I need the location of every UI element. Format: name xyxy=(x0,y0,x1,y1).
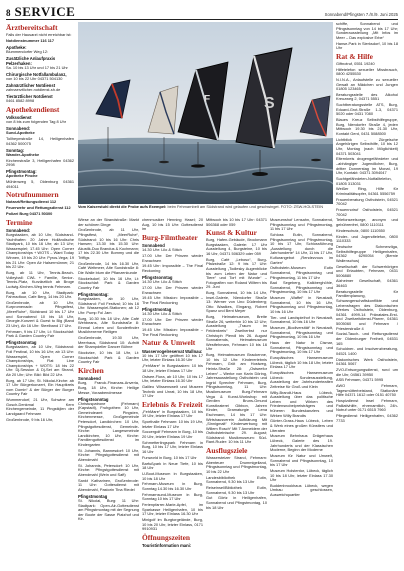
text-entry: 19.45 Uhr: Mission: Impossible – The Final Reckoning xyxy=(142,327,203,337)
text-entry: Burgstaaken, ab 10 Uhr, Südstrand-Yachthafen: 20 Jahre Holländische Stadtpark, 10 bis 16 Uhr; ab 13 Uhr; Wasserspiel; 17.45 Uhr: Open Corner Championships + WOTS – Want Today Winnen, 19 bis 20 Uhr: Pyros-Vega; 19 bis 21 Uhr: Open Air Halsermünner, 21 bis 22 Uhr. xyxy=(6,232,74,270)
text-entry: Falls der Hausarzt nicht erreichbar ist: xyxy=(6,32,72,37)
kite-photo-image xyxy=(78,22,333,204)
text-entry: Stockvize, 10 bis 18 Uhr, Lt: Stockschlaf: Park & Garden Country Fair xyxy=(78,350,139,365)
text-entry: ASB Fehmarn, 04371 5995 xyxy=(336,377,384,383)
caption-text: beim Fehmarnbelt am Südstrand wird gelaufen und geschwinget. FOTO: ZSW-HOLSTEIN xyxy=(167,204,324,209)
text-entry: Beratungsstelle des Alkohol Kreuzweg 2, 04371 5551 xyxy=(336,91,398,102)
text-entry: 17.00 Uhr: Der Prinzen wieder Erwachsen xyxy=(142,253,203,263)
page-header xyxy=(6,4,398,18)
text-entry: Hilfetelefon sexueller Missbrauch, 0800 4255530 xyxy=(336,66,398,77)
header-rule xyxy=(6,19,398,20)
text-entry: Europäisches Hansemuseum Lübeck, täglich 10 bis 18 Uhr, letzter Einlass 17 Uhr xyxy=(270,355,333,370)
text-entry: Feuerwehr und Rettungsdienst 112 xyxy=(6,205,71,211)
section-heading: Erlebnis & Freizeit xyxy=(142,399,203,409)
text-entry: Wiese an der Strandstraße: Markt der schönen Dinge xyxy=(78,218,139,227)
text-entry: Ostholstein-Museum Eutin Sonnabend, Pfingstsonntag und Pfingstmontag, 11 bis 17 Uhr xyxy=(270,265,333,280)
text-entry: Mühlenweg 5, Oldenburg 04361 494011 xyxy=(6,179,74,189)
text-entry: Burg, Hafen-Gebäude, Brockmann Burgstaaken, Galerie: 17 Uhr Ausstellung 4, Burgsteine, 10 bis 16 Uhr, 04371 506329 oder 059 xyxy=(206,237,267,256)
subheading: Pfingstsonntag xyxy=(142,275,173,281)
text-entry: Polizei Burg 04371 50300 xyxy=(6,210,53,216)
text-entry: Europäisches Hansemuseum Lübeck: Sonderausstellung, Ausstellung der Jahrhundertealten Zeitreise für Groß und Klein xyxy=(270,370,333,389)
text-entry: von 10 bis 22 Uhr 04371 504130 xyxy=(6,76,63,82)
subheading: Zusätzliche Anlaufpraxis Pelzerhaken: xyxy=(6,55,56,66)
text-entry: Apotheke Pinche xyxy=(6,173,38,179)
text-entry: Diakonisches Werk Ostholstein, 04361 5067 xyxy=(336,356,398,367)
text-entry: Alzheimer Gesellschaft, 04361 36463 xyxy=(336,278,398,289)
text-entry: Suchtberatungsstelle ATS, Burg, Eduard-Grot-Straße 1-3, 04371 5020 oder 0431 7080 xyxy=(336,102,398,117)
section-heading: Kunst & Kultur xyxy=(206,228,257,238)
text-entry: 17.00 Uhr: Der Prinzen wieder Erwachsen xyxy=(142,316,203,327)
subheading: Sonnabend: xyxy=(6,126,31,132)
subheading: Chirurgische Notfallambulanz, xyxy=(6,72,67,78)
text-entry: St. Nikolai, Burg: 11 Uhr: Stadtpark: Open-Air-Gottesdienst am Pfingstmontag mit der Segnung der Boote der Sasse Platzhof und Kir- xyxy=(78,497,139,522)
text-entry: Museum Holstentor, Lübeck, täglich 10 bis 18 Uhr, letzter Einlass 17.30 Uhr xyxy=(270,467,333,483)
text-entry: Funworld in Burg, 10 bis 17 Uhr xyxy=(142,454,197,460)
text-entry: Blummendorfer Weg 12: xyxy=(6,48,49,54)
text-entry: Wummendorf, 21 Uhr, Schwine am Gosch-Denkmal Kern Kirchengemeinde, 11 Pingstkjlen der Landgaard Fehmarn xyxy=(6,397,74,416)
text-entry: Großenbrode, 19.30 Uhr, Meerhaus, Südstrand 10: Aufnitt der Shampdeller Dancer Bühne xyxy=(78,335,139,350)
text-entry: von 8 bis zum folgenden Tag 8 Uhr xyxy=(6,119,67,125)
text-entry: Schuldner- und Insolvenzberatung, 04521 1400 xyxy=(336,346,398,356)
subheading: Zahnärztlicher Notdienst xyxy=(6,83,56,89)
subheading: Sonnabend xyxy=(142,243,165,249)
subheading: Tierärztlicher Notdienst xyxy=(6,94,53,100)
text-entry: Museum „Waffel“ in Neustadt, Sonnabend, 10 bis 16 Uhr, Pfingstsonntag und Pfingstmontag, 10 bis 16 Uhr xyxy=(270,295,333,315)
section-heading: Ausflugsziele xyxy=(206,446,248,456)
section-heading: Notrufnummern xyxy=(6,190,59,200)
text-entry: Sa. 10 bis 13 Uhr und 17 bis 21 Uhr xyxy=(6,64,68,70)
text-entry: Frauennotruf Ostholstein, 04521 70042 xyxy=(336,207,398,217)
text-entry: ZVO-Entsorgungsdienst, rund um die Uhr, 04561 39950 xyxy=(336,367,398,377)
text-entry: Soccergolf Fehmarn in Burg, 10 bis 20 Uhr, letzter Einlass 19 Uhr xyxy=(142,429,203,440)
subheading: Pfingstmontag: xyxy=(78,291,109,297)
text-entry: Burg, 10.30 bis 18 Uhr, Alte Café Wehbeans, Alte Sundstraße 8: Einmal Leben und Sonderfinder Musikhexeme Reiligen xyxy=(78,315,139,335)
text-entry: 17.00 Uhr: Der Prinzen wieder Erwachsen xyxy=(142,284,203,295)
subheading: Sonnabend xyxy=(78,376,101,382)
subheading: Sonnabend: xyxy=(6,228,31,233)
subheading: Touristinformation mani: xyxy=(142,543,192,549)
text-entry: chenmusiker Henning Hasel; 20 Aug, 10 bis 15 Uhr: Gottesdienst im xyxy=(142,218,203,232)
text-entry: Burgstaaken, ab 10 Uhr, Südstrand: Foil Festival; 10 bis 16 Uhr: Wasserspiel-Stationen; ab 12 Uhr: Pump Fol Jam xyxy=(78,295,139,315)
text-entry: Museum „Biodiversität“ in Neustadt, Sonnabend, Pfingstsonntag und Pfingstmontag, 10 bis 16 Uhr xyxy=(270,325,333,340)
text-entry: Museum Behnhaus Drägerhaus Lübeck, Galerie des 19. Jahrhunderts und der Klassischen Moderne, Beginn der Moderne xyxy=(270,433,333,453)
photo-caption xyxy=(78,205,333,210)
text-entry: Barfußpark in Neue Tiefe, 10 bis 18 Uhr xyxy=(142,460,203,471)
text-entry: Wander-Apotheke xyxy=(6,151,40,157)
text-entry: Blaues Kreuz Selbsthilfegruppe, Burg, Niendorfer Straße 4, jeden Mittwoch 19.30 bis 21.30 Uhr, Kontakt Gerd, 0431 5088500 xyxy=(336,117,398,136)
text-entry: Notarzt/Rettungsdienst 112 xyxy=(6,199,57,205)
text-entry: Sund-Apotheke xyxy=(6,130,35,136)
column-mid-4 xyxy=(270,218,333,566)
subheading: Apotheke: xyxy=(6,44,27,50)
text-entry: 14.30 Uhr: Lilo & Stitch xyxy=(142,279,182,285)
text-entry: „FehMare“ in Burgstaaken, 10 bis 19 Uhr, letzter Einlass 17 Uhr xyxy=(142,408,203,419)
section-title: SERVICE xyxy=(14,4,76,19)
section-heading: Kirchen xyxy=(78,365,104,375)
text-entry: Weißer Ring, Hilfe für Kriminalitätsopfer, 04361 5556759 xyxy=(336,186,398,196)
column-mid-3 xyxy=(206,218,267,566)
text-entry: Hospizdienst Insel Fehmarn, Palliativhilfe, ehrenamtlich, 24h-Notruf unter 0171 6515 7960 xyxy=(336,398,398,413)
subheading: Pfingstsonntag xyxy=(78,396,109,402)
text-entry: Sankt Katharinen, Großenbrode: 11 Uhr: Gottesdienst mit Abendmahl, Pastorin Tina Riedel xyxy=(78,477,139,492)
text-entry: St. Johannis, Petersdorf: 10 Uhr, Kirche: Pfingstgottesdienst mit Abendmahl (Wein und Saft) xyxy=(78,462,139,477)
text-entry: Deutsche Schmerzliga, Selbsthilfegruppe Heiligenhafen, 04362 6290054 (Bernie Wallenschus) xyxy=(336,243,398,263)
text-entry: Elternkreis drogengefährdeter und –abhängiger Jugendlicher, Burg, dritter Donnerstag im Monat, 19 Uhr, Kontakt: 04371 3094047 xyxy=(336,156,398,176)
text-entry: U-Boot-Museum in Burgstaaken, 10 bis 18 Uhr xyxy=(142,470,203,481)
publication-date: Sonnabend/Pfingsten 7./8./9. Juni 2025 xyxy=(324,12,398,17)
text-entry: Großenbrode, ab 10 Uhr, Kurpromenade: Pfingstfest, „MeerRuhe“, Südstrand 10 bis 17 Uhr und Sonnabend 10 bis 18 Uhr, Georgie-Konzert & Guest to Big (Band 23 Uhr), Ab 16 Uhr: Steelband 17 Uhr. xyxy=(6,299,74,328)
text-entry: Mittwoch bis 10 bis 17 Uhr: 04371 506368 oder 059 xyxy=(206,218,267,227)
text-entry: Günter-Grass-Haus Lübeck, Leben & Werk eines großen Künstlers und Literaten xyxy=(270,418,333,433)
text-entry: Bad Segeberg, Kalkberghöhle, Sonnabend, Pfingstsonntag und Pfingstmontag, 10 bis 17 Uhr xyxy=(270,280,333,295)
text-entry: Suchtgefährdeten-Notfalltelefon, 01805 313031 xyxy=(336,175,392,186)
text-entry: Buddenbrookhaus Lübeck, wegen Umbau geschlossen, Ausweichquartier xyxy=(270,482,333,498)
text-entry: Telefonseelsorge, anonym und gebührenfrei, 0800 1110111 xyxy=(336,217,398,227)
kite-photo xyxy=(78,22,333,204)
text-entry: Burg, Café „Leboso“, Burg-Pfalzstraße 12: 9 bis 17 Uhr: Ausstellung „Todlesky Augenblicke bis zum Leben der Natur und Tiere“ und Torf mit Wunde“ – Fotografien von Roland Wiltern bis 29. Juni xyxy=(206,256,267,290)
text-entry: 14.30 Uhr: Lilo & Stitch xyxy=(142,247,182,253)
text-entry: St. Johannis, Bannesdorf: 10 Uhr, Kirche: Pfingstgottesdienst mit Abendmahl xyxy=(78,447,139,462)
text-entry: Willy-Brandt-Haus Lübeck, Ausstellung über das politische Leben und Wirken des Friedensnobelpreisträgers und früheren Bundeskanzlers und Wirken Willy Brandts xyxy=(270,389,333,418)
text-entry: Minigolf im Burgtorgelände, Burg, 10 bis 20 Uhr, letzter Einlass, 0171 9910931 xyxy=(142,517,203,532)
subheading: Wasservogelreservat Wallnau: xyxy=(142,348,203,354)
text-entry: Burg, ab 17 Uhr, St. Nikolai-Kirche: ab 17 Uhr Bürgerkonzert, Ein Hauptkreis vom Domin“ & der Bürger der Burger Country Fair xyxy=(6,377,74,397)
text-entry: Ostsee-Flora, ab 10 Uhr, 10 bis 17 Uhr, letzter Einlass 16.30 Uhr xyxy=(142,373,203,384)
text-entry: Großenbrode, 14 bis 16.30 Uhr, Café Weltmeer, Alte Sundstraße 8: Die Walle blum die Pflanzenkunde xyxy=(78,260,139,275)
text-entry: 19.45 Uhr: Impossible – The Final Reckoning xyxy=(142,263,203,274)
text-entry: Wassersteizer Strand, Fehmarn: Abenteuer Drummigelland, Pfingstsonntag und Pfingstmontag, 10 bis 22 Uhr xyxy=(206,455,267,474)
text-entry: Burg, Sonnabend, 10 bis 14 Uhr, Insel-Galerie, Niendorfer Straße 13: Werner von Uno Düdenberg; Otto Waalkes, Eingang, Robert Spanz und Bent Meyer xyxy=(206,290,267,314)
text-entry: Kinderschutz, 0800 1110550 xyxy=(336,227,385,233)
text-entry: schiffe, Sonnabend und Pfingstsonntag von 14 bis 17 Uhr; Sonderausstellung „Mit Infos im Meer – Das explosive Erbe“ xyxy=(336,22,398,40)
text-entry: Sporthalle Fehmarn: 10 bis 19 Uhr, letzter Einlass 17 Uhr xyxy=(142,419,203,429)
text-entry: Beratungsstelle für Familienplanung, Schwangerschaftskonflikte und Lebensfragen des Diakonischen Werkes Ostholstein, Oldenburg, 04361 4999-14 Pränatales-Erst- und Zweitzeitdienst-Pfarrer, 04361 5005060 und Fehmarn / Priesterstraße 4 xyxy=(336,288,398,331)
text-entry: Burg, Franck-Finanzas-Anveria, Burg, 18 Uhr, Kirche: Heilige Messe, Voraabendmesse xyxy=(78,380,139,395)
text-entry: Fehmarn-Museum in Burg, Sonntag 14.30 bis 16.30 Uhr xyxy=(142,481,203,491)
text-entry: 19.45 Uhr: Mission: Impossible – The Final Reckoning xyxy=(142,295,203,305)
text-entry: 14.30 Uhr: Lilo & Stitch xyxy=(142,310,182,316)
section-heading: Öffnungszeiten xyxy=(142,532,191,542)
text-entry: Pflegedienst Heiligenhafen, 04362 7733 xyxy=(336,413,398,423)
caption-bold: Vom Kaiserstuhl direkt die Probe aufs Exempel: xyxy=(78,204,167,209)
text-entry: „FehMare“ in Burgstaaken: 10 bis 18 Uhr, letzter Einlass 17 Uhr xyxy=(142,363,203,373)
text-entry: Schloss Eutin, Sonnabend, Pfingstsonntag und Pfingstmontag, 10 bis 17 Uhr, Schlossführung „Ausstellung durch die Jahrhunderte“ 14 Uhr, 11 bis 17 Uhr, Kulturangebot „Rendezvous im Garten“ xyxy=(270,231,333,265)
text-entry: Burgstaaken, ab 10 Uhr, Südstrand: Foil Festival, 10 bis 16 Uhr; ab 13 Uhr: Wasserspiel, Open Corner Championships, Flat Line Championships + WOTS: 18 bis 22 Uhr: Dj-Session & Dj-Set am Strand, Ab 20 Uhr; Uhr: Bild: Bild 22 Uhr. xyxy=(6,344,74,377)
text-entry: Museumshof Lensahn, Sonnabend, Pfingstsonntag und Pfingstmontag, 11 bis 17 Uhr xyxy=(270,218,333,232)
text-entry: Fehmarnsund-Museum in Burg, Sonntag 10 bis 17 Uhr xyxy=(142,491,203,502)
text-entry: 10 bis 17 Uhr geöffnet 10 bis 17 Uhr, letzter Einlass 16.30 Uhr xyxy=(142,352,203,363)
subheading: Sonntag: xyxy=(6,147,25,153)
text-entry: zahnaerztlicher-notdienst-sh.de xyxy=(6,87,61,93)
column-right xyxy=(336,22,398,566)
text-entry: Burg, Heimatmuseum, Breite Straße 26, weiterhin 10 bis 12 Uhr; Ausstellung „Traum im Feldenkreis“ Zweiherbst nur Christoph Plendl bis 26. August Sonnabends, Heimatmuseum Westfehmarn, Fehmarn 10 bis 16 Uhr xyxy=(206,314,267,352)
section-heading: Ärztbereitschaft xyxy=(6,23,58,32)
text-entry: Gesellschaft der Schwerhörigen und Ertaubten, Fehmarn, 0431 5006880 xyxy=(336,263,398,278)
text-entry: Frauenberatung Ostholstein, 04521 70042 xyxy=(336,196,398,207)
text-entry: Haus der Natur in Cismar, Sonnabend, Pfingstsonntag und Pfingstmontag, 10 bis 17 Uhr xyxy=(270,340,333,355)
text-entry: N.I.N.A., Anlaufstelle zu sexueller Gewalt an Mädchen und Jungen 01805 123465 xyxy=(336,76,398,92)
text-entry: Landesbibliothek Eutin, Sonnabend, 9.30 bis 13 Uhr xyxy=(206,474,267,485)
column-left xyxy=(6,22,74,566)
text-entry: Burg, ab 10 Uhr, Stadtpark: Fahrradtour, Cafe Berg, 14 bis 20 Uhr. xyxy=(6,289,74,300)
text-entry: Großenbrode, ab 11 Uhr, Pfingstfest, „MeerRuhe“, Südstrand: 10 bis 16 Uhr: Chris Hansen; 13.30 bis 15.30 Uhr: Akustik-Duo Brandus & Kochmann; 17 bis 22.30 Uhr: Bommy und die Triffigs xyxy=(78,227,139,260)
subheading: Pfingstmontag: xyxy=(6,169,37,175)
subheading: Volkssdienst xyxy=(6,115,32,121)
text-entry: AWO Fehmarn, Tagesmütterbeistand, Stationäre Hilfe 04371 1612 oder 0151 40750 xyxy=(336,383,398,398)
text-entry: Kinder- und Jugendtelefon, 0800 1110333 xyxy=(336,233,398,244)
text-entry: Schmetterlingspark Fehmarn in Burg, 10 bis 17 Uhr, letzter Einlass 16 Uhr xyxy=(142,439,203,455)
section-heading: Termine xyxy=(6,217,33,227)
text-entry: Hanse-Park in Sierksdorf, 10 bis 18 Uhr xyxy=(336,40,398,51)
subheading: Pfingstmontag xyxy=(78,493,108,499)
text-entry: Christuspatrone (Fehmarn) (Kapstadt), Fruhgothen: 10 Uhr, Gemeindeamt Pingsten, Kirchenmesse, Großgemeinde Petersdorf, Landkirchen: 10 Uhr, Pfingstgottesdienst, Gemeinde-Kirche: Langewmeinde Landkirchen, 10 Uhr, Kirche: Familiengottesdienst im Kindergarten xyxy=(78,400,139,447)
subheading: Pfingstsonntag xyxy=(6,340,37,346)
text-entry: Reiseinsel/Bibliothek Eutin, Sonnabend, 9.30 bis 13 Uhr xyxy=(206,485,267,495)
text-entry: Galileo Wissenswelt und Museen Technik und Unrat, 10 bis 18 Uhr, 17 Uhr xyxy=(142,383,203,399)
text-entry: Burg, Heimatmuseum Brackenne, 10 bis 12 Uhr: Kindererlebnis Fehmarn, Gröt am Hostweg, Heintz-Straße 28: „Ostseefor Leben“ – Werke von Karin Döring, Jahresausstellung Ostholstein und Ingrid Sprecher Fehmarn, Burg, Pfingstsonntag, 11 Uhr: Musikmuseum Burg-Fehmarn Vega & Kunst-Workshop mit Gerdien Bruns-Gmund Kunstkraterei Gibbon, Jahren Kinder, Dramaturgie Lena Eschmann, 14 bis 17 Uhr: Wirtshausverein Aufklärung Mit „Sinnigmalt“ Kinderwerbung mit Willem Rosch“ Mit 7 Anmeldern der Ostholsteinische 29. August; Südstrand: Musikmuseum: Süd-Rant-Ruder: 10 bis 11 Uhr xyxy=(206,352,267,445)
subheading: Pfingstmontag xyxy=(142,306,172,312)
column-mid-2 xyxy=(142,218,203,566)
text-entry: Großenbrode, 9 bis 16 Uhr, xyxy=(6,416,54,422)
text-entry: Ferienpfarrer-Marie-Apfel, im Sparkasse Heiligenhafen, 10 bis 17 Uhr, letzter Einlass 16.30 Uhr xyxy=(142,502,203,517)
text-entry: Kirchenstraße 3, Heiligenhafen 04362 2998 xyxy=(6,157,74,168)
section-heading: Apothekendienst xyxy=(6,104,60,114)
section-heading: Natur & Umwelt xyxy=(142,338,196,348)
text-entry: Stockelsdorf, 10 bis 16 Uhr, Lt: Stockschlaf: Park & Garden Country Fair xyxy=(78,275,139,290)
text-entry: Museum für Natur und Umwelt, Sonnabend und Pfingstsonntag, 10 bis 17 Uhr xyxy=(270,452,333,468)
text-entry: Burg, ab 11 Uhr, Tennis-Beach-Volleyball: CWL + Familie, Senior-Tennis-Platz, Kurzärztlich ab Broge Ludwig-Kirchen-Weg tennis Fehmarn. xyxy=(6,269,74,289)
center-area xyxy=(78,22,333,566)
text-entry: Tollheymstraße 14, Heiligenhafen 04362 500075 xyxy=(6,136,74,146)
text-entry: Lichtblick – Zürgelsche Angehörigen Selbsthilfe, 10 bis 12 Uhr, Montag (nach Möglichkeit) 04371 503041 xyxy=(336,136,398,156)
text-entry: Fehmarn, 9 bis 17 Uhr, Lt: Stockschlaf: Park & Garden Country Fair xyxy=(6,328,74,339)
svg-text:S: S xyxy=(264,95,275,112)
svg-text:F: F xyxy=(204,94,211,105)
column-mid-1 xyxy=(78,218,139,566)
text-entry: Tier- und Landspielhof in Neustadt, Sonnabend, 10 bis 16 Uhr xyxy=(270,314,333,325)
text-entry: 0461 8582 8998 xyxy=(6,98,35,104)
text-entry: Gut Görtz in Heiligenhafen, Sonnabend und Pfingstmontag, 10 bis 18 Uhr xyxy=(206,495,267,510)
text-entry: Sozial-Tauch- und Rettungsdienst der Oldenburger Freiheit, 04531 165 xyxy=(336,331,398,346)
text-entry: Notdienstnummer 116 117 xyxy=(6,37,55,43)
section-heading: Burg-Filmtheater xyxy=(142,232,198,242)
section-heading: Rat & Hilfe xyxy=(336,51,373,61)
text-entry: Giftnotruf, 0551 19240 xyxy=(336,60,375,66)
page-number: 8 xyxy=(6,8,11,18)
